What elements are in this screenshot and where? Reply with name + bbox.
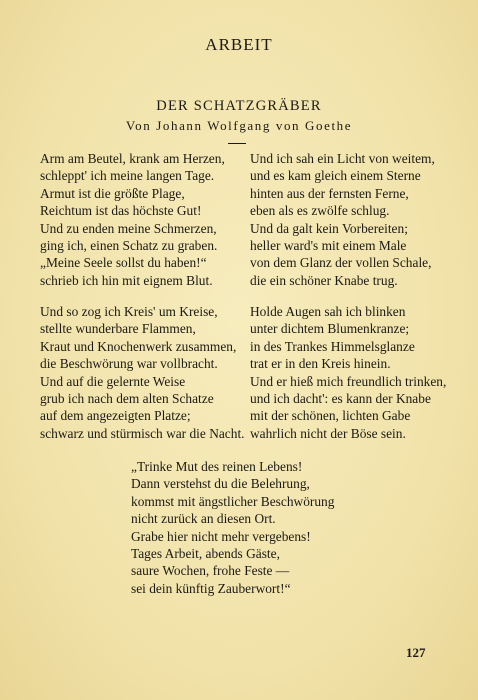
verse-line: hinten aus der fernsten Ferne, xyxy=(250,185,409,201)
poem-title: DER SCHATZGRÄBER xyxy=(156,98,322,114)
verse-line: heller ward's mit einem Male xyxy=(250,238,407,254)
verse-line: schrieb ich hin mit eignem Blut. xyxy=(40,272,213,288)
verse-line: saure Wochen, frohe Feste — xyxy=(131,563,290,579)
verse-line: Und auf die gelernte Weise xyxy=(40,373,186,389)
verse-line: Und er hieß mich freundlich trinken, xyxy=(250,373,447,389)
verse-line: sei dein künftig Zauberwort!“ xyxy=(131,580,291,596)
verse-line: Und so zog ich Kreis' um Kreise, xyxy=(40,304,218,319)
verse-line: die ein schöner Knabe trug. xyxy=(250,272,398,288)
title-rule xyxy=(228,143,246,144)
verse-line: von dem Glanz der vollen Schale, xyxy=(250,255,432,271)
verse-line: trat er in den Kreis hinein. xyxy=(250,356,391,372)
verse-line: „Trinke Mut des reinen Lebens! xyxy=(131,459,303,474)
verse-line: Tages Arbeit, abends Gäste, xyxy=(131,546,280,562)
verse-line: schwarz und stürmisch war die Nacht. xyxy=(40,425,245,441)
verse-line: Reichtum ist das höchste Gut! xyxy=(40,203,202,219)
verse-line: die Beschwörung war vollbracht. xyxy=(40,356,218,372)
verse-line: Und zu enden meine Schmerzen, xyxy=(40,220,217,236)
verse-line: wahrlich nicht der Böse sein. xyxy=(250,425,406,441)
verse-line: Arm am Beutel, krank am Herzen, xyxy=(40,151,225,166)
verse-line: und ich dacht': es kann der Knabe xyxy=(250,391,431,407)
verse-line: „Meine Seele sollst du haben!“ xyxy=(40,255,207,271)
verse-line: stellte wunderbare Flammen, xyxy=(40,321,196,337)
author-line: Von Johann Wolfgang von Goethe xyxy=(125,118,353,133)
stanza-3 xyxy=(40,303,245,442)
verse-line: in des Trankes Himmelsglanze xyxy=(250,338,415,354)
stanza-1 xyxy=(40,150,225,289)
stanza-5 xyxy=(131,458,334,597)
verse-line: Holde Augen sah ich blinken xyxy=(250,304,406,319)
verse-line: Und da galt kein Vorbereiten; xyxy=(250,220,408,236)
stanza-2 xyxy=(250,150,435,289)
verse-line: Armut ist die größte Plage, xyxy=(40,185,185,201)
verse-line: ging ich, einen Schatz zu graben. xyxy=(40,238,218,254)
verse-line: Dann verstehst du die Belehrung, xyxy=(131,476,310,492)
verse-line: Grabe hier nicht mehr vergebens! xyxy=(131,528,311,544)
verse-line: Kraut und Knochenwerk zusammen, xyxy=(40,338,237,354)
verse-line: mit der schönen, lichten Gabe xyxy=(250,408,411,424)
verse-line: grub ich nach dem alten Schatze xyxy=(40,391,214,407)
stanza-4 xyxy=(250,303,446,442)
verse-line: auf dem angezeigten Platze; xyxy=(40,408,191,424)
verse-line: und es kam gleich einem Sterne xyxy=(250,168,421,184)
verse-line: kommst mit ängstlicher Beschwörung xyxy=(131,493,335,509)
section-title: ARBEIT xyxy=(205,35,273,54)
verse-line: Und ich sah ein Licht von weitem, xyxy=(250,151,435,166)
verse-line: eben als es zwölfe schlug. xyxy=(250,203,390,219)
page-number: 127 xyxy=(406,645,426,660)
verse-line: schleppt' ich meine langen Tage. xyxy=(40,168,215,184)
verse-line: unter dichtem Blumenkranze; xyxy=(250,321,410,337)
verse-line: nicht zurück an diesen Ort. xyxy=(131,511,276,527)
